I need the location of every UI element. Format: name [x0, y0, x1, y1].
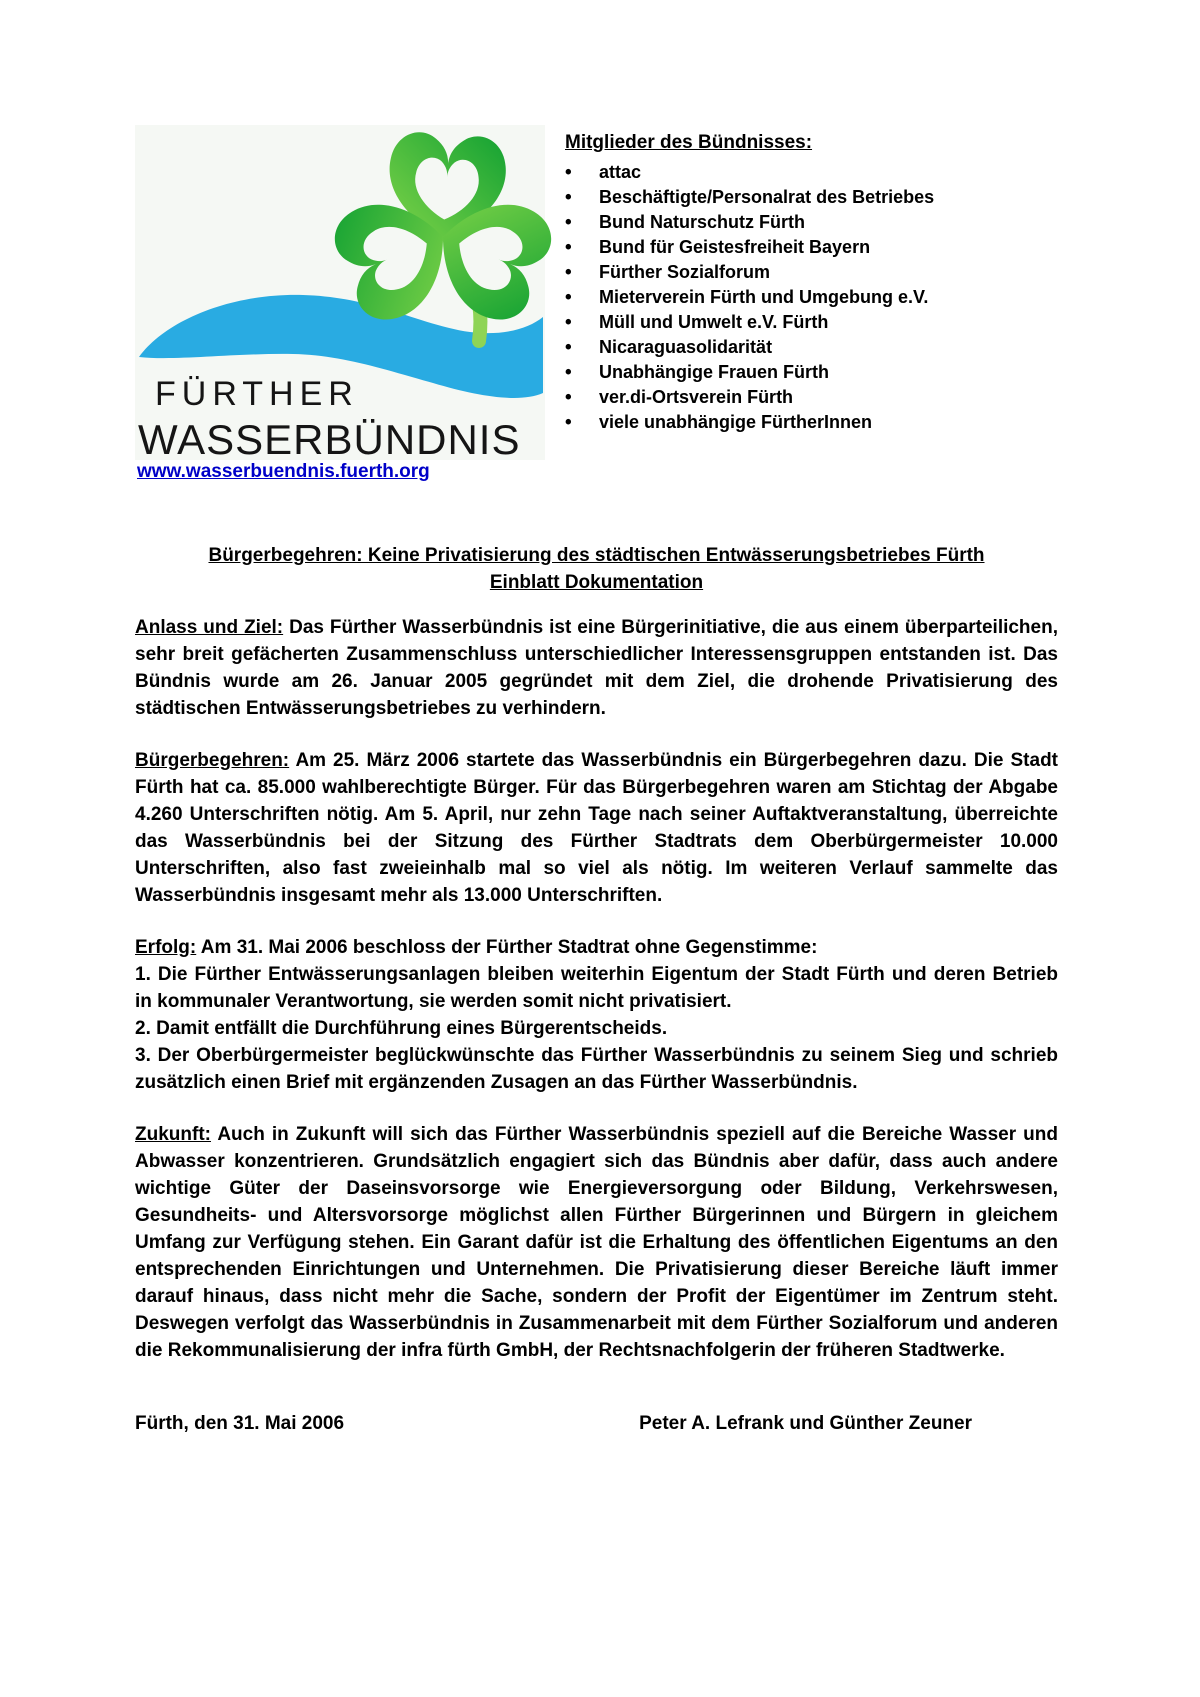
section-text: Am 31. Mai 2006 beschloss der Fürther Stadtrat ohne Gegenstimme: [200, 937, 818, 958]
bullet-icon: • [565, 162, 572, 183]
bullet-icon: • [565, 287, 572, 308]
member-item: • Bund Naturschutz Fürth [565, 212, 805, 233]
member-item: • Müll und Umwelt e.V. Fürth [565, 312, 829, 333]
section-erfolg [135, 934, 1058, 1096]
section-label: Bürgerbegehren: [135, 750, 290, 771]
member-item: • Mieterverein Fürth und Umgebung e.V. [565, 287, 929, 308]
member-item: • Bund für Geistesfreiheit Bayern [565, 237, 871, 258]
bullet-icon: • [565, 312, 572, 333]
members-panel [565, 130, 1030, 435]
footer-date: Fürth, den 31. Mai 2006 [135, 1413, 345, 1434]
member-item: • Unabhängige Frauen Fürth [565, 362, 830, 383]
member-item: • viele unabhängige FürtherInnen [565, 412, 873, 433]
members-list [565, 160, 1030, 435]
section-zukunft [135, 1121, 1058, 1364]
title-line-1: Bürgerbegehren: Keine Privatisierung des städtischen Entwässerungsbetriebes Fürth [208, 545, 985, 566]
member-item: • Fürther Sozialforum [565, 262, 771, 283]
member-item: • attac [565, 162, 642, 183]
members-heading: Mitglieder des Bündnisses: [565, 132, 813, 153]
title-line-2: Einblatt Dokumentation [489, 572, 704, 593]
bullet-icon: • [565, 362, 572, 383]
section-anlass-und-ziel [135, 614, 1058, 722]
bullet-icon: • [565, 237, 572, 258]
member-item: • Beschäftigte/Personalrat des Betriebes [565, 187, 935, 208]
logo-text-line1: FÜRTHER [155, 375, 359, 413]
section-intro [135, 934, 1058, 961]
document-body [135, 542, 1058, 1437]
section-buergerbegehren [135, 747, 1058, 909]
numbered-item-2: 2. Damit entfällt die Durchführung eines Bürgerentscheids. [135, 1018, 668, 1039]
bullet-icon: • [565, 337, 572, 358]
bullet-icon: • [565, 212, 572, 233]
wasserbuendnis-logo [135, 125, 545, 463]
footer-signers: Peter A. Lefrank und Günther Zeuner [639, 1413, 972, 1434]
website-link[interactable]: www.wasserbuendnis.fuerth.org [137, 461, 430, 482]
numbered-item-1: 1. Die Fürther Entwässerungsanlagen bleiben weiterhin Eigentum der Stadt Fürth und deren Betrieb in kommunaler Verantwortung, sie werden somit nicht privatisiert. [135, 964, 1058, 1012]
section-label: Erfolg: [135, 937, 197, 958]
footer [135, 1410, 1058, 1437]
member-item: • Nicaraguasolidarität [565, 337, 773, 358]
bullet-icon: • [565, 187, 572, 208]
section-text: Am 25. März 2006 startete das Wasserbündnis ein Bürgerbegehren dazu. Die Stadt Fürth hat ca. 85.000 wahlberechtigte Bürger. Für das Bürgerbegehren waren am Stichtag der Abgabe 4.260 Unterschriften nötig. Am 5. April, nur zehn Tage nach seiner Auftaktveranstaltung, überreichte das Wasserbündnis bei der Sitzung des Fürther Stadtrats dem Oberbürgermeister 10.000 Unterschriften, also fast zweieinhalb mal so viel als nötig. Im weiteren Verlauf sammelte das Wasserbündnis insgesamt mehr als 13.000 Unterschriften. [135, 750, 1058, 906]
bullet-icon: • [565, 387, 572, 408]
section-label: Anlass und Ziel: [135, 617, 284, 638]
document-title [135, 542, 1058, 596]
bullet-icon: • [565, 412, 572, 433]
logo-text-line2: WASSERBÜNDNIS [138, 416, 521, 463]
section-label: Zukunft: [135, 1124, 211, 1145]
bullet-icon: • [565, 262, 572, 283]
numbered-item-3: 3. Der Oberbürgermeister beglückwünschte das Fürther Wasserbündnis zu seinem Sieg und schrieb zusätzlich einen Brief mit ergänzenden Zusagen an das Fürther Wasserbündnis. [135, 1045, 1058, 1093]
section-text: Das Fürther Wasserbündnis ist eine Bürgerinitiative, die aus einem überparteilichen, sehr breit gefächerten Zusammenschluss unterschiedlicher Interessensgruppen entstanden ist. Das Bündnis wurde am 26. Januar 2005 gegründet mit dem Ziel, die drohende Privatisierung des städtischen Entwässerungsbetriebes zu verhindern. [135, 617, 1058, 719]
section-text: Auch in Zukunft will sich das Fürther Wasserbündnis speziell auf die Bereiche Wasser und Abwasser konzentrieren. Grundsätzlich engagiert sich das Bündnis aber dafür, dass auch andere wichtige Güter der Daseinsvorsorge wie Energieversorgung oder Bildung, Verkehrswesen, Gesundheits- und Altersvorsorge möglichst allen Fürther Bürgerinnen und Bürgern in gleichem Umfang zur Verfügung stehen. Ein Garant dafür ist die Erhaltung des öffentlichen Eigentums an den entsprechenden Einrichtungen und Unternehmen. Die Privatisierung dieser Bereiche läuft immer darauf hinaus, dass nicht mehr die Sache, sondern der Profit der Eigentümer im Zentrum steht. Deswegen verfolgt das Wasserbündnis in Zusammenarbeit mit dem Fürther Sozialforum und anderen die Rekommunalisierung der infra fürth GmbH, der Rechtsnachfolgerin der früheren Stadtwerke. [135, 1124, 1058, 1361]
member-item: • ver.di-Ortsverein Fürth [565, 387, 794, 408]
